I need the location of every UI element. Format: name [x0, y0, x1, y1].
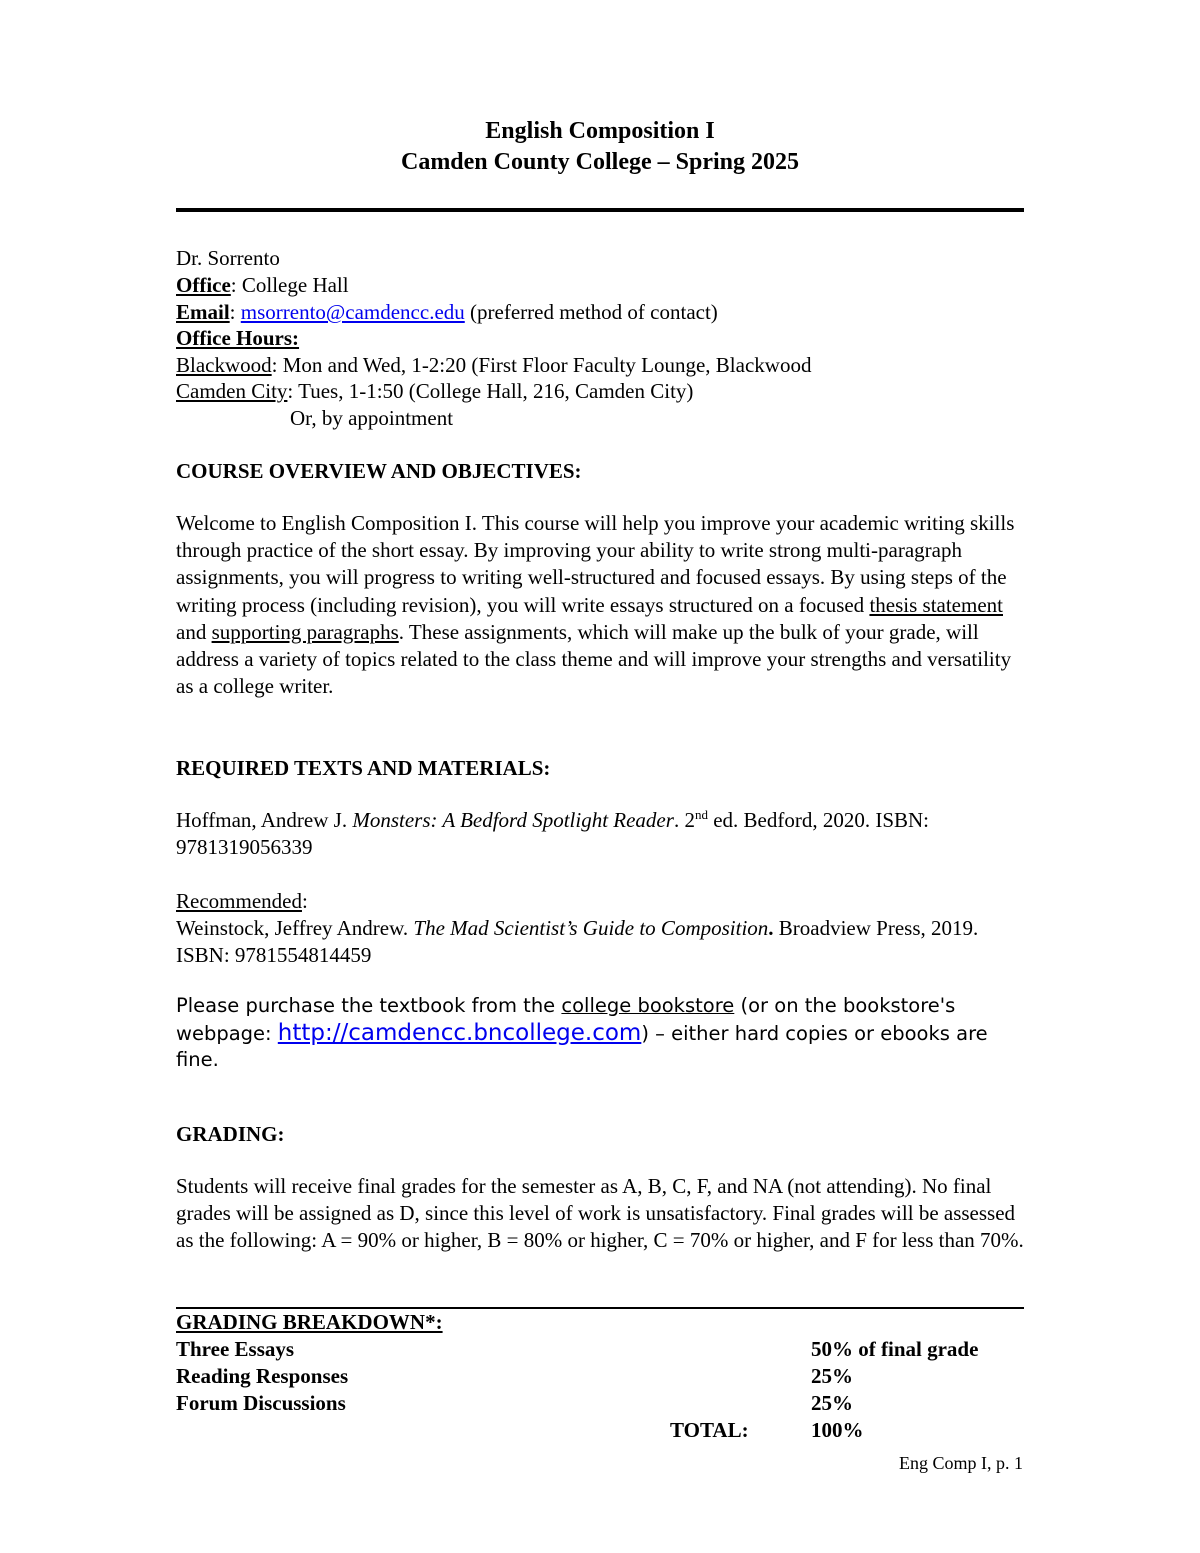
- book2-title: The Mad Scientist’s Guide to Composition: [413, 916, 769, 940]
- recommended-book: [176, 915, 1026, 969]
- instructor-name: Dr. Sorrento: [176, 246, 280, 270]
- breakdown-item-essays: Three Essays: [176, 1337, 295, 1361]
- breakdown-heading: GRADING BREAKDOWN*:: [176, 1310, 443, 1334]
- grading-heading: GRADING:: [176, 1122, 285, 1146]
- required-book: [176, 807, 1026, 861]
- camden-label: Camden City: [176, 379, 288, 403]
- book2-author: Weinstock, Jeffrey Andrew.: [176, 916, 414, 940]
- office-value: : College Hall: [230, 273, 349, 297]
- email-label: Email: [176, 300, 230, 324]
- breakdown-item-responses: Reading Responses: [176, 1364, 349, 1388]
- purchase-paragraph: [176, 993, 1026, 1074]
- total-value: 100%: [811, 1418, 864, 1442]
- title-divider: [176, 208, 1024, 212]
- email-link[interactable]: msorrento@camdencc.edu: [240, 300, 465, 324]
- page-footer: Eng Comp I, p. 1: [899, 1453, 1023, 1473]
- document-title: English Composition I: [485, 118, 715, 144]
- appointment-note: Or, by appointment: [290, 406, 454, 430]
- office-hours-label: Office Hours:: [176, 326, 300, 350]
- overview-heading: COURSE OVERVIEW AND OBJECTIVES:: [176, 459, 582, 483]
- supporting-paragraphs-term: supporting paragraphs: [211, 619, 399, 644]
- breakdown-item-forum: Forum Discussions: [176, 1391, 346, 1415]
- email-separator: :: [229, 300, 241, 324]
- blackwood-hours: [176, 352, 811, 379]
- email-line: [176, 299, 718, 326]
- camden-value: : Tues, 1-1:50 (College Hall, 216, Camden City): [287, 379, 694, 403]
- email-note: (preferred method of contact): [464, 300, 718, 324]
- book1-publication: ed. Bedford, 2020. ISBN: 9781319056339: [176, 808, 930, 860]
- college-bookstore-link[interactable]: college bookstore: [561, 994, 735, 1017]
- recommended-label-line: [176, 888, 308, 915]
- blackwood-label: Blackwood: [176, 353, 272, 377]
- overview-text-part3: . These assignments, which will make up the bulk of your grade, will address a variety of topics related to the class theme and will improve your strengths and versatility as a college writer.: [176, 619, 1012, 699]
- camden-hours: [176, 378, 693, 405]
- purchase-text-part3: ) – either hard copies or ebooks are fine.: [176, 1021, 988, 1071]
- recommended-colon: :: [301, 889, 308, 913]
- breakdown-weight-forum: 25%: [811, 1391, 853, 1415]
- book2-publication: Broadview Press, 2019. ISBN: 9781554814459: [176, 916, 979, 968]
- recommended-label: Recommended: [176, 889, 302, 913]
- book1-edition: . 2: [673, 808, 695, 832]
- purchase-text-part2: (or on the bookstore's webpage:: [176, 994, 956, 1045]
- thesis-statement-term: thesis statement: [869, 592, 1003, 617]
- office-label: Office: [176, 273, 231, 297]
- office-line: [176, 272, 349, 299]
- book2-title-period: .: [768, 916, 774, 940]
- overview-text-part2: and: [176, 619, 212, 644]
- overview-text-part1: Welcome to English Composition I. This course will help you improve your academic writing skills through practice of the short essay. By improving your ability to write strong multi-paragraph assignments, you will progress to writing well-structured and focused essays. By using steps of the writing process (including revision), you will write essays structured on a focused: [176, 511, 1015, 617]
- total-label: TOTAL:: [670, 1418, 749, 1442]
- book1-author: Hoffman, Andrew J.: [176, 808, 353, 832]
- bookstore-url-link[interactable]: http://camdencc.bncollege.com: [277, 1019, 642, 1046]
- overview-paragraph: [176, 510, 1026, 700]
- breakdown-weight-essays: 50% of final grade: [811, 1337, 979, 1361]
- texts-heading: REQUIRED TEXTS AND MATERIALS:: [176, 756, 551, 780]
- blackwood-value: : Mon and Wed, 1-2:20 (First Floor Faculty Lounge, Blackwood: [271, 353, 812, 377]
- document-subtitle: Camden County College – Spring 2025: [400, 149, 800, 175]
- book1-edition-suffix: nd: [694, 807, 708, 822]
- breakdown-weight-responses: 25%: [811, 1364, 853, 1388]
- grading-paragraph: Students will receive final grades for the semester as A, B, C, F, and NA (not attending). No final grades will be assigned as D, since this level of work is unsatisfactory. Final grades will be assessed as the following: A = 90% or higher, B = 80% or higher, C = 70% or higher, and F for less than 70%.: [176, 1174, 1024, 1253]
- purchase-text-part1: Please purchase the textbook from the: [176, 994, 562, 1017]
- book1-title: Monsters: A Bedford Spotlight Reader: [352, 808, 674, 832]
